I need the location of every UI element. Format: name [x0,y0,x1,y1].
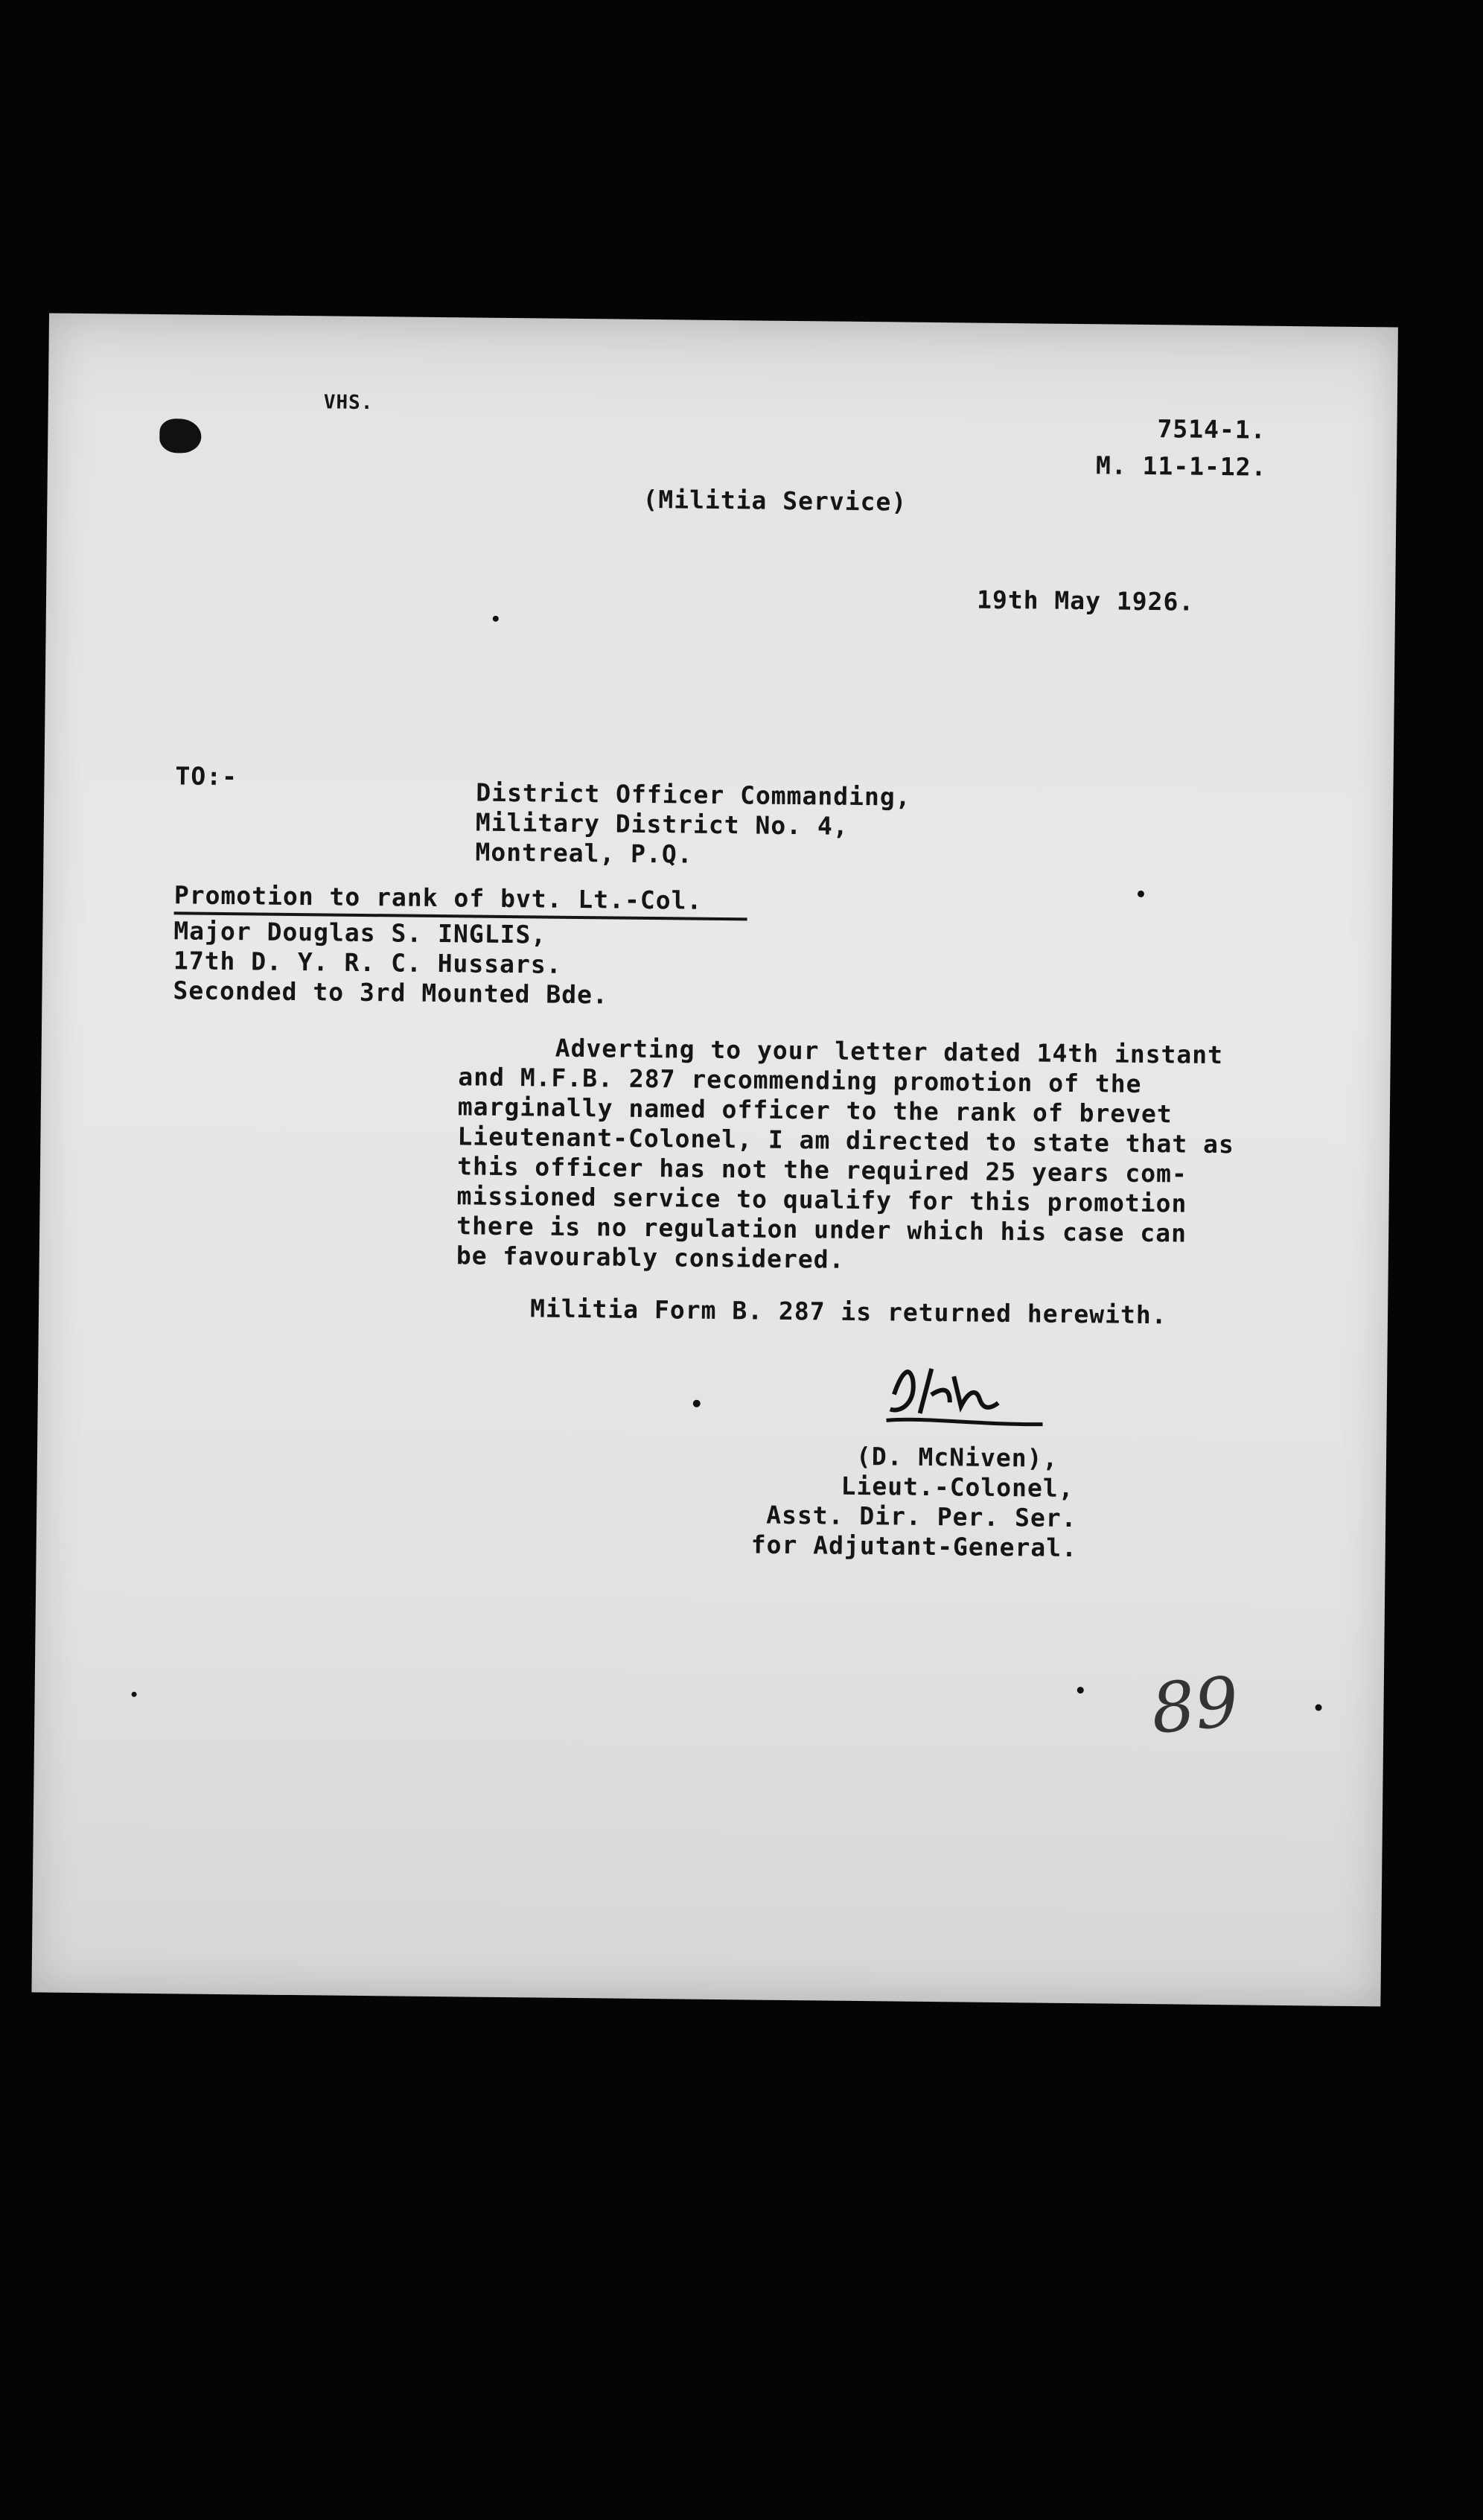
ink-blot [159,419,201,454]
returned-line: Militia Form B. 287 is returned herewith. [529,1294,1167,1330]
body-line: marginally named officer to the rank of brevet [457,1092,1173,1129]
subject-line: Promotion to rank of bvt. Lt.-Col. [173,880,703,915]
signatory-line: for Adjutant-General. [750,1530,1078,1563]
officer-line: Major Douglas S. INGLIS, [173,916,547,949]
signatory-line: Lieut.-Colonel, [841,1471,1074,1504]
signatory-line: (D. McNiven), [855,1441,1059,1473]
file-number: 7514-1. [1157,414,1266,445]
body-line: this officer has not the required 25 years com- [456,1151,1188,1189]
to-label: TO:- [175,761,238,792]
dust-speck [493,616,499,622]
body-line: there is no regulation under which his case can [456,1211,1187,1248]
body-line: be favourably considered. [456,1241,845,1274]
body-line: Adverting to your letter dated 14th instant [555,1033,1224,1070]
service-heading: (Militia Service) [642,484,908,517]
dust-speck [1138,891,1144,897]
reference-number: M. 11-1-12. [1095,451,1267,482]
dust-speck [1315,1704,1321,1711]
signatory-line: Asst. Dir. Per. Ser. [766,1500,1077,1533]
body-line: missioned service to qualify for this promotion [456,1181,1187,1218]
addressee-line: Military District No. 4, [475,807,849,841]
document-page [31,314,1398,2007]
body-line: Lieutenant-Colonel, I am directed to state that as [457,1121,1235,1159]
page-number: 89 [1147,1661,1243,1750]
addressee-line: District Officer Commanding, [476,777,911,812]
dust-speck [1077,1687,1084,1693]
addressee-line: Montreal, P.Q. [475,837,693,869]
officer-line: 17th D. Y. R. C. Hussars. [173,946,562,979]
dust-speck [693,1400,701,1407]
letter-date: 19th May 1926. [976,585,1195,617]
body-line: and M.F.B. 287 recommending promotion of the [458,1062,1142,1098]
officer-line: Seconded to 3rd Mounted Bde. [173,976,609,1010]
dust-speck [132,1692,137,1697]
top-left-mark: VHS. [323,391,374,415]
signature-mark [878,1349,1050,1433]
